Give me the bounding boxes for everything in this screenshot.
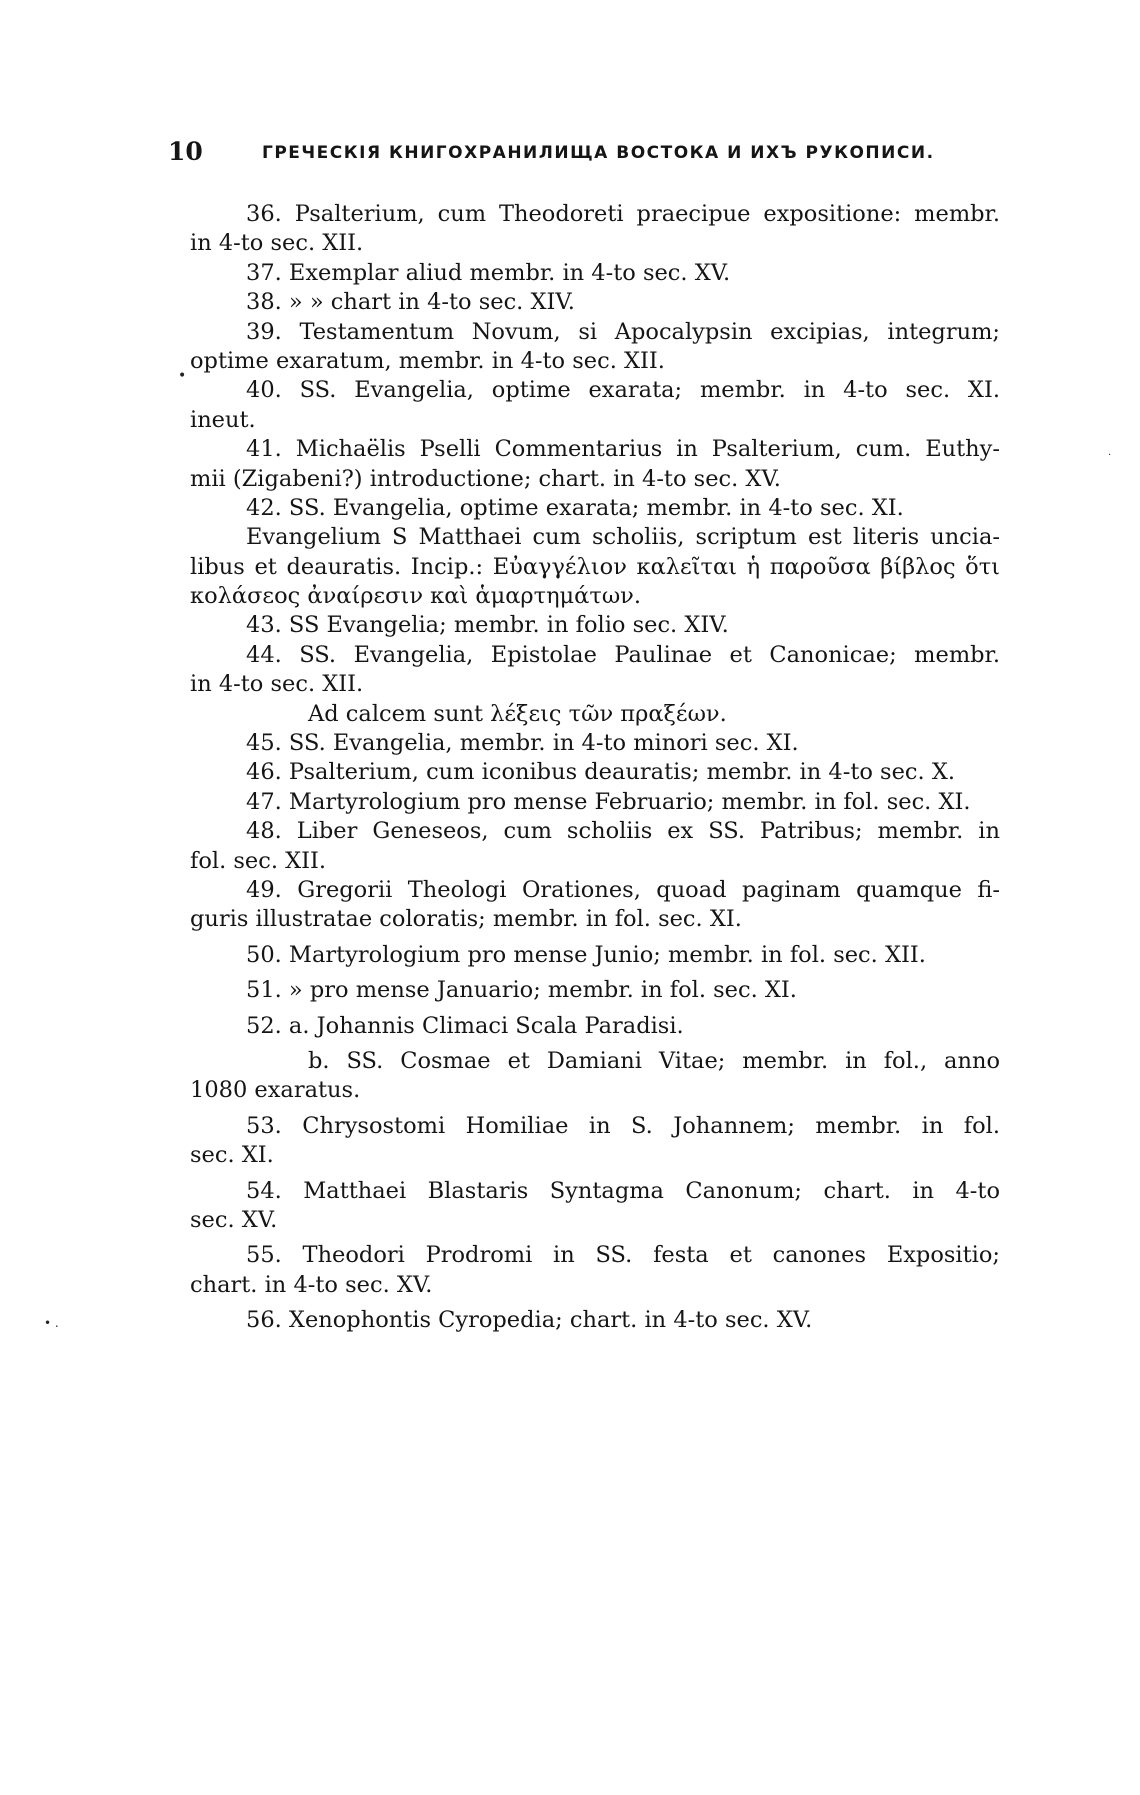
- text-line: 50. Martyrologium pro mense Junio; membr. in fol. sec. XII.: [246, 941, 926, 968]
- text-line: 53. Chrysostomi Homiliae in S. Johannem; membr. in fol.: [246, 1112, 1000, 1139]
- catalog-text: [190, 200, 1000, 1335]
- text-line: sec. XI.: [190, 1142, 274, 1169]
- text-line: κολάσεος ἀναίρεσιν καὶ ἁμαρτημάτων.: [190, 583, 641, 610]
- text-line: 49. Gregorii Theologi Orationes, quoad paginam quamque fi-: [246, 876, 1000, 903]
- text-line: 46. Psalterium, cum iconibus deauratis; membr. in 4-to sec. X.: [246, 759, 955, 786]
- text-line: fol. sec. XII.: [190, 847, 327, 874]
- text-line: chart. in 4-to sec. XV.: [190, 1271, 433, 1298]
- margin-speck: •: [178, 368, 187, 384]
- margin-speck: • .: [44, 1316, 59, 1330]
- margin-speck: .: [1108, 447, 1112, 458]
- text-line: optime exaratum, membr. in 4-to sec. XII.: [190, 347, 665, 374]
- text-line: guris illustratae coloratis; membr. in fol. sec. XI.: [190, 906, 742, 933]
- text-line: 43. SS Evangelia; membr. in folio sec. XIV.: [246, 612, 729, 639]
- text-line: 55. Theodori Prodromi in SS. festa et canones Expositio;: [246, 1242, 1000, 1269]
- text-line: 52. a. Johannis Climaci Scala Paradisi.: [246, 1012, 684, 1039]
- text-line: ineut.: [190, 406, 256, 433]
- text-line: 40. SS. Evangelia, optime exarata; membr. in 4-to sec. XI.: [246, 377, 1000, 404]
- text-line: libus et deauratis. Incip.: Εὐαγγέλιον καλεῖται ἡ παροῦσα βίβλος ὅτι: [190, 553, 1000, 580]
- page-number: 10: [168, 137, 203, 166]
- text-line: 1080 exaratus.: [190, 1077, 361, 1104]
- text-line: Evangelium S Matthaei cum scholiis, scriptum est literis uncia-: [246, 524, 1000, 551]
- text-line: 45. SS. Evangelia, membr. in 4-to minori sec. XI.: [246, 730, 799, 757]
- text-line: 42. SS. Evangelia, optime exarata; membr. in 4-to sec. XI.: [246, 494, 904, 521]
- text-line: 51. » pro mense Januario; membr. in fol. sec. XI.: [246, 977, 797, 1004]
- text-line: 47. Martyrologium pro mense Februario; membr. in fol. sec. XI.: [246, 788, 971, 815]
- text-line: 39. Testamentum Novum, si Apocalypsin excipias, integrum;: [246, 318, 1000, 345]
- text-line: 41. Michaëlis Pselli Commentarius in Psalterium, cum. Euthy-: [246, 436, 1000, 463]
- text-line: 54. Matthaei Blastaris Syntagma Canonum; chart. in 4-to: [246, 1177, 1000, 1204]
- running-title: ГРЕЧЕСКІЯ КНИГОХРАНИЛИЩА ВОСТОКА И ИХЪ РУКОПИСИ.: [262, 143, 935, 163]
- text-line: Ad calcem sunt λέξεις τῶν πραξέων.: [308, 700, 727, 727]
- page-header: [168, 137, 1008, 169]
- text-line: mii (Zigabeni?) introductione; chart. in 4-to sec. XV.: [190, 465, 781, 492]
- text-line: 36. Psalterium, cum Theodoreti praecipue expositione: membr.: [246, 201, 1000, 227]
- text-line: b. SS. Cosmae et Damiani Vitae; membr. in fol., anno: [308, 1047, 1000, 1074]
- text-line: in 4-to sec. XII.: [190, 671, 364, 698]
- text-line: 37. Exemplar aliud membr. in 4-to sec. XV.: [246, 259, 731, 286]
- text-line: 48. Liber Geneseos, cum scholiis ex SS. Patribus; membr. in: [246, 818, 1000, 845]
- text-line: in 4-to sec. XII.: [190, 230, 364, 257]
- text-line: 44. SS. Evangelia, Epistolae Paulinae et Canonicae; membr.: [246, 641, 1000, 668]
- text-line: 56. Xenophontis Cyropedia; chart. in 4-to sec. XV.: [246, 1307, 813, 1334]
- text-line: sec. XV.: [190, 1206, 278, 1233]
- text-line: 38. » » chart in 4-to sec. XIV.: [246, 289, 575, 316]
